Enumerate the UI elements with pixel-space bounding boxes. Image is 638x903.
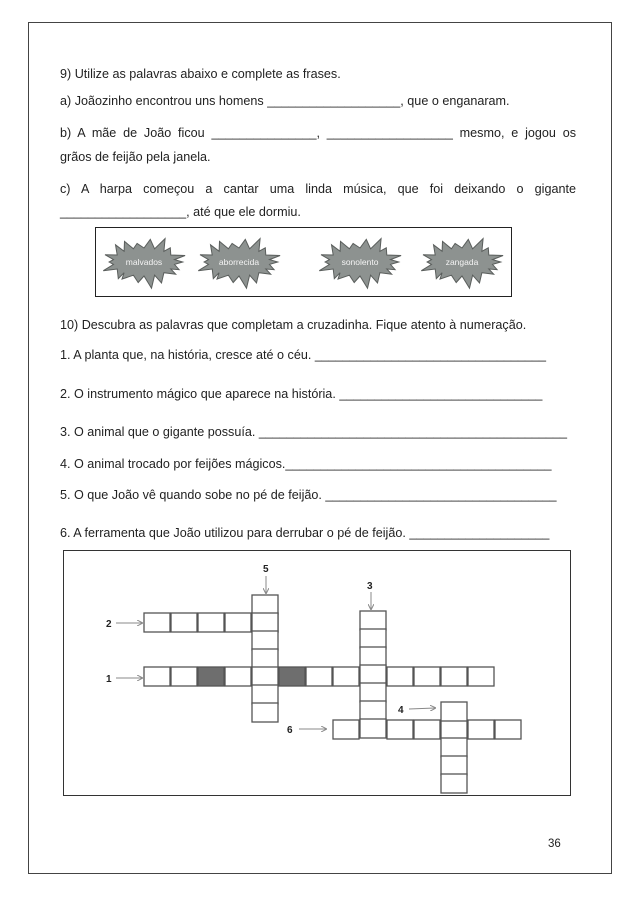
word-sonolento: sonolento (341, 257, 379, 267)
cell-4-5[interactable] (441, 774, 467, 793)
cell-2-4[interactable] (225, 613, 251, 632)
word-bursts (96, 228, 513, 298)
label-1: 1 (106, 674, 112, 685)
cell-6-3[interactable] (387, 720, 413, 739)
cell-5-6[interactable] (252, 685, 278, 704)
cell-1-13[interactable] (468, 667, 494, 686)
cell-3-3[interactable] (360, 647, 386, 666)
cell-2-1[interactable] (144, 613, 170, 632)
cell-3-7[interactable] (360, 719, 386, 738)
cell-5-3[interactable] (252, 631, 278, 650)
cell-6-6[interactable] (468, 720, 494, 739)
word-aborrecida: aborrecida (218, 257, 260, 267)
cell-1-1[interactable] (144, 667, 170, 686)
cell-4-4[interactable] (441, 756, 467, 775)
cell-2-2[interactable] (171, 613, 197, 632)
label-5: 5 (263, 564, 269, 575)
crossword-cells (64, 551, 572, 797)
cell-1-2[interactable] (171, 667, 197, 686)
cell-3-2[interactable] (360, 629, 386, 648)
cell-1-10[interactable] (387, 667, 413, 686)
clue-6: 6. A ferramenta que João utilizou para derrubar o pé de feijão. ____________________ (60, 526, 550, 540)
cell-1-8[interactable] (333, 667, 359, 686)
cell-5-7[interactable] (252, 703, 278, 722)
clue-4: 4. O animal trocado por feijões mágicos.______________________________________ (60, 457, 552, 471)
label-4: 4 (398, 705, 404, 716)
cell-1-4[interactable] (225, 667, 251, 686)
sentence-c-line1: c) A harpa começou a cantar uma linda música, que foi deixando o gigante (60, 182, 576, 196)
sentence-b-line1: b) A mãe de João ficou _______________, __________________ mesmo, e jogou os (60, 126, 576, 140)
cell-3-6[interactable] (360, 701, 386, 720)
cell-5-5[interactable] (252, 667, 278, 686)
cell-6-5[interactable] (441, 720, 467, 739)
clue-3: 3. O animal que o gigante possuía. ____________________________________________ (60, 425, 568, 439)
label-2: 2 (106, 619, 112, 630)
sentence-a: a) Joãozinho encontrou uns homens ___________________, que o enganaram. (60, 94, 510, 108)
arrow-4 (409, 708, 435, 709)
word-bank (95, 227, 512, 297)
exercise-9-title: 9) Utilize as palavras abaixo e complete as frases. (60, 67, 341, 81)
cell-1-6[interactable] (279, 667, 305, 686)
exercise-10-title: 10) Descubra as palavras que completam a cruzadinha. Fique atento à numeração. (60, 318, 527, 332)
cell-1-7[interactable] (306, 667, 332, 686)
cell-4-3[interactable] (441, 738, 467, 757)
sentence-b-line2: grãos de feijão pela janela. (60, 150, 211, 164)
cell-1-11[interactable] (414, 667, 440, 686)
cell-6-1[interactable] (333, 720, 359, 739)
cell-6-7[interactable] (495, 720, 521, 739)
cell-3-5[interactable] (360, 683, 386, 702)
cell-1-3[interactable] (198, 667, 224, 686)
word-malvados: malvados (125, 257, 163, 267)
cell-3-4[interactable] (360, 665, 386, 684)
sentence-c-line2: __________________, até que ele dormiu. (60, 205, 301, 219)
word-zangada: zangada (445, 257, 479, 267)
cell-3-1[interactable] (360, 611, 386, 630)
cell-1-12[interactable] (441, 667, 467, 686)
cell-5-1[interactable] (252, 595, 278, 614)
cell-5-4[interactable] (252, 649, 278, 668)
cell-2-3[interactable] (198, 613, 224, 632)
clue-2: 2. O instrumento mágico que aparece na história. _____________________________ (60, 387, 543, 401)
clue-1: 1. A planta que, na história, cresce até o céu. _________________________________ (60, 348, 546, 362)
cell-4-1[interactable] (441, 702, 467, 721)
label-6: 6 (287, 725, 293, 736)
clue-5: 5. O que João vê quando sobe no pé de feijão. _________________________________ (60, 488, 557, 502)
crossword-grid (63, 550, 571, 796)
page-number: 36 (548, 838, 561, 850)
cell-6-4[interactable] (414, 720, 440, 739)
cell-5-2[interactable] (252, 613, 278, 632)
label-3: 3 (367, 581, 373, 592)
